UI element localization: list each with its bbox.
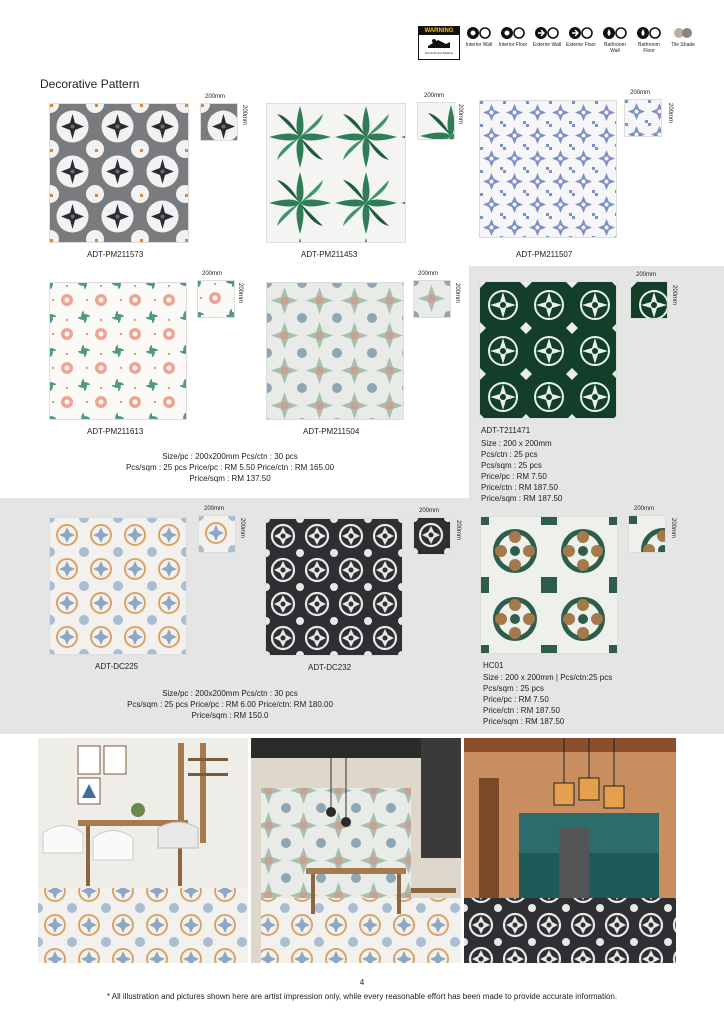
tile-code-t5: ADT-PM211504 (303, 427, 360, 436)
bathroom-floor-icon: Bathroom Floor (634, 26, 664, 54)
spec-block-hc01: Size : 200 x 200mm | Pcs/ctn:25 pcs Pcs/sqm : 25 pcs Price/pc : RM 7.50 Price/ctn : RM 187.50 Price/sqm : RM 187.50 (483, 673, 613, 726)
bathroom-wall-icon: Bathroom Wall (600, 26, 630, 54)
dim-height-label: 200mm (670, 518, 676, 539)
tile-code-t4: ADT-PM211613 (87, 427, 144, 436)
interior-wall-icon: Interior Wall (464, 26, 494, 54)
dim-width-label: 200mm (636, 272, 657, 278)
dim-width-label: 200mm (634, 506, 655, 512)
tile-adt-pm211504-swatch (413, 280, 451, 318)
tile-code-t6: ADT-T211471 (481, 426, 531, 435)
tile-code-t7: ADT-DC225 (95, 662, 139, 671)
tile-shade-icon: Tile Shade (668, 26, 698, 54)
tile-adt-dc225-swatch (198, 515, 236, 553)
dim-width-label: 200mm (424, 93, 445, 99)
dim-width-label: 200mm (205, 94, 226, 100)
dim-height-label: 200mm (241, 105, 247, 126)
tile-adt-dc232-swatch (413, 517, 451, 555)
dim-height-label: 200mm (239, 518, 245, 539)
tile-adt-dc225-image (49, 517, 187, 655)
tile-adt-pm211573-image (49, 103, 189, 243)
dim-width-label: 200mm (204, 506, 225, 512)
dim-height-label: 200mm (667, 103, 673, 124)
spec-block-1: Size/pc : 200x200mm Pcs/ctn : 30 pcs Pcs/sqm : 25 pcs Price/pc : RM 5.50 Price/ctn : RM 165.00 Price/sqm : RM 137.50 (125, 452, 335, 483)
tile-adt-pm211613-image (49, 282, 187, 420)
dim-width-label: 200mm (419, 508, 440, 514)
tile-adt-pm211504-image (266, 282, 404, 420)
tile-code-t2: ADT-PM211453 (301, 250, 358, 259)
tile-adt-pm211453-image (266, 103, 406, 243)
tile-adt-pm211507-image (479, 100, 617, 238)
warning-hand-icon (419, 35, 459, 51)
tile-code-t1: ADT-PM211573 (87, 250, 144, 259)
exterior-floor-icon: Exterior Floor (566, 26, 596, 54)
tile-hc01-swatch (628, 515, 666, 553)
dim-height-label: 200mm (237, 283, 243, 304)
dining-room-photo (38, 738, 248, 963)
warning-badge (418, 26, 460, 60)
tile-adt-t211471-swatch (630, 281, 668, 319)
tile-adt-pm211573-swatch (200, 103, 238, 141)
tile-adt-pm211613-swatch (197, 280, 235, 318)
dim-width-label: 200mm (202, 271, 223, 277)
page-number: 4 (359, 978, 365, 987)
disclaimer: * All illustration and pictures shown here are artist impression only, while every reasonable effort has been made to provide accurate information. (106, 992, 618, 1001)
tile-hc01-image (480, 516, 618, 654)
tile-adt-pm211507-swatch (624, 99, 662, 137)
dim-width-label: 200mm (630, 90, 651, 96)
tile-adt-t211471-image (479, 281, 617, 419)
warning-sub: Not Acid and Alkaline (424, 51, 454, 55)
exterior-wall-icon: Exterior Wall (532, 26, 562, 54)
dim-width-label: 200mm (418, 271, 439, 277)
kitchen-photo (464, 738, 676, 963)
tile-code-t9: HC01 (483, 661, 504, 670)
tile-adt-dc232-image (265, 518, 403, 656)
dim-height-label: 200mm (457, 104, 463, 125)
living-room-photo (251, 738, 461, 963)
usage-icons (464, 26, 698, 54)
dim-height-label: 200mm (671, 285, 677, 306)
tile-code-t8: ADT-DC232 (308, 663, 352, 672)
tile-code-t3: ADT-PM211507 (516, 250, 573, 259)
dim-height-label: 200mm (455, 520, 461, 541)
section-title: Decorative Pattern (40, 77, 140, 91)
warning-label: WARNING (419, 27, 459, 35)
spec-block-t6: Size : 200 x 200mm Pcs/ctn : 25 pcs Pcs/sqm : 25 pcs Price/pc : RM 7.50 Price/ctn : RM 187.50 Price/sqm : RM 187.50 (481, 439, 563, 503)
tile-adt-pm211453-swatch (417, 102, 455, 140)
interior-floor-icon: Interior Floor (498, 26, 528, 54)
dim-height-label: 200mm (454, 283, 460, 304)
spec-block-2: Size/pc : 200x200mm Pcs/ctn : 30 pcs Pcs/sqm : 25 pcs Price/pc : RM 6.00 Price/ctn: RM 180.00 Price/sqm : RM 150.0 (127, 689, 333, 720)
